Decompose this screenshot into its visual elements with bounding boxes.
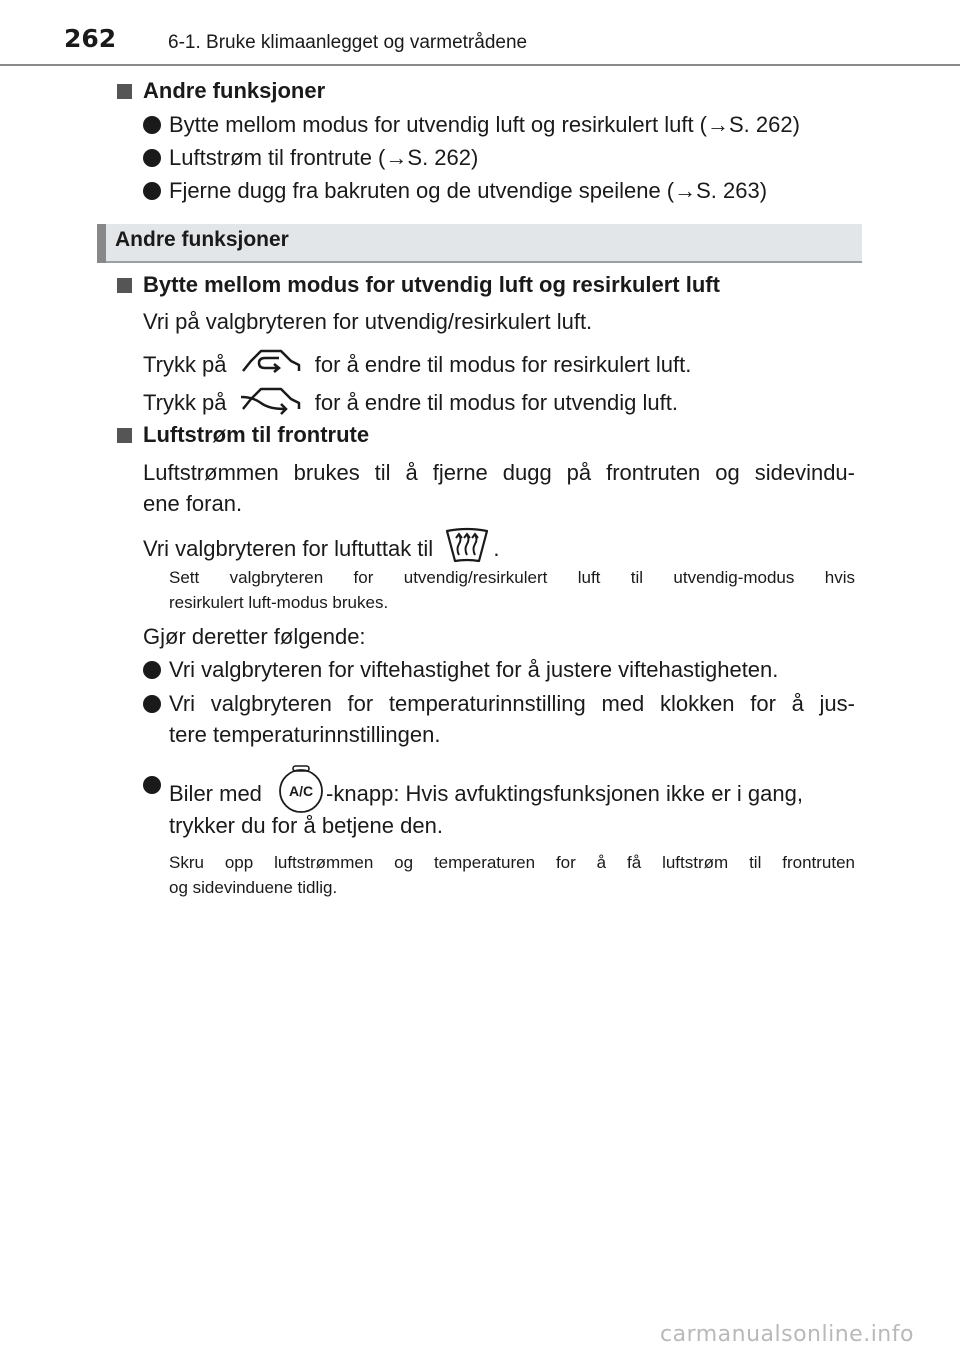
overview-bullet-2: Luftstrøm til frontrute (→S. 262): [169, 145, 479, 170]
recirculate-air-icon: [239, 345, 303, 387]
section-title: 6-1. Bruke klimaanlegget og varmetrådene: [168, 32, 528, 53]
overview-bullet-3: Fjerne dugg fra bakruten og de utvendige speilene (→S. 263): [169, 178, 768, 203]
bullet-dot: [143, 182, 161, 200]
bullet-dot: [143, 661, 161, 679]
page-number: 262: [64, 24, 117, 53]
windshield-then: Gjør deretter følgende:: [143, 624, 366, 649]
windshield-heading: Luftstrøm til frontrute: [143, 422, 370, 447]
recirc-line1: Vri på valgbryteren for utvendig/resirkulert luft.: [143, 309, 593, 334]
outside-air-icon: [239, 383, 303, 425]
windshield-bullet-3-line1: Biler med A/C -knapp: Hvis avfuktingsfunksjonen ikke er i gang,: [169, 770, 859, 820]
windshield-tip-line1: Skru opp luftstrømmen og temperaturen for å få luftstrøm til frontruten: [169, 853, 855, 872]
windshield-para-line1: Luftstrømmen brukes til å fjerne dugg på frontruten og sidevindu-: [143, 460, 855, 485]
windshield-bullet-1: Vri valgbryteren for viftehastighet for å justere viftehastigheten.: [169, 657, 779, 682]
banner-title: Andre funksjoner: [115, 228, 289, 251]
heading-marker: [117, 84, 132, 99]
heading-marker: [117, 428, 132, 443]
recirc-press-1: Trykk på for å endre til modus for resirkulert luft.: [143, 345, 691, 387]
recirc-press-2: Trykk på for å endre til modus for utvendig luft.: [143, 383, 678, 425]
watermark: carmanualsonline.info: [660, 1322, 914, 1347]
windshield-vent: Vri valgbryteren for luftuttak til .: [143, 527, 499, 573]
windshield-bullet-2-line2: tere temperaturinnstillingen.: [169, 722, 441, 747]
banner-accent-bar: [97, 224, 106, 263]
bullet-dot: [143, 116, 161, 134]
bullet-dot: [143, 776, 161, 794]
arrow-icon: →: [674, 178, 697, 203]
arrow-icon: →: [385, 145, 408, 170]
windshield-tip-line2: og sidevinduene tidlig.: [169, 878, 338, 897]
recirc-heading: Bytte mellom modus for utvendig luft og resirkulert luft: [143, 272, 720, 297]
section-banner: [97, 224, 862, 263]
arrow-icon: →: [707, 112, 729, 137]
header-divider: [0, 64, 960, 66]
windshield-note-line2: resirkulert luft-modus brukes.: [169, 593, 389, 612]
windshield-note-line1: Sett valgbryteren for utvendig/resirkulert luft til utvendig-modus hvis: [169, 568, 855, 587]
ac-button-label: A/C: [288, 783, 314, 799]
ac-button-icon: [276, 764, 326, 814]
bullet-dot: [143, 695, 161, 713]
windshield-bullet-3-line2: trykker du for å betjene den.: [169, 813, 443, 838]
windshield-bullet-2-line1: Vri valgbryteren for temperaturinnstilling med klokken for å jus-: [169, 691, 855, 716]
heading-marker: [117, 278, 132, 293]
overview-bullet-1: Bytte mellom modus for utvendig luft og resirkulert luft (→S. 262): [169, 112, 800, 137]
page-header: [0, 0, 960, 66]
overview-heading: Andre funksjoner: [143, 78, 326, 103]
windshield-para-line2: ene foran.: [143, 491, 243, 516]
bullet-dot: [143, 149, 161, 167]
